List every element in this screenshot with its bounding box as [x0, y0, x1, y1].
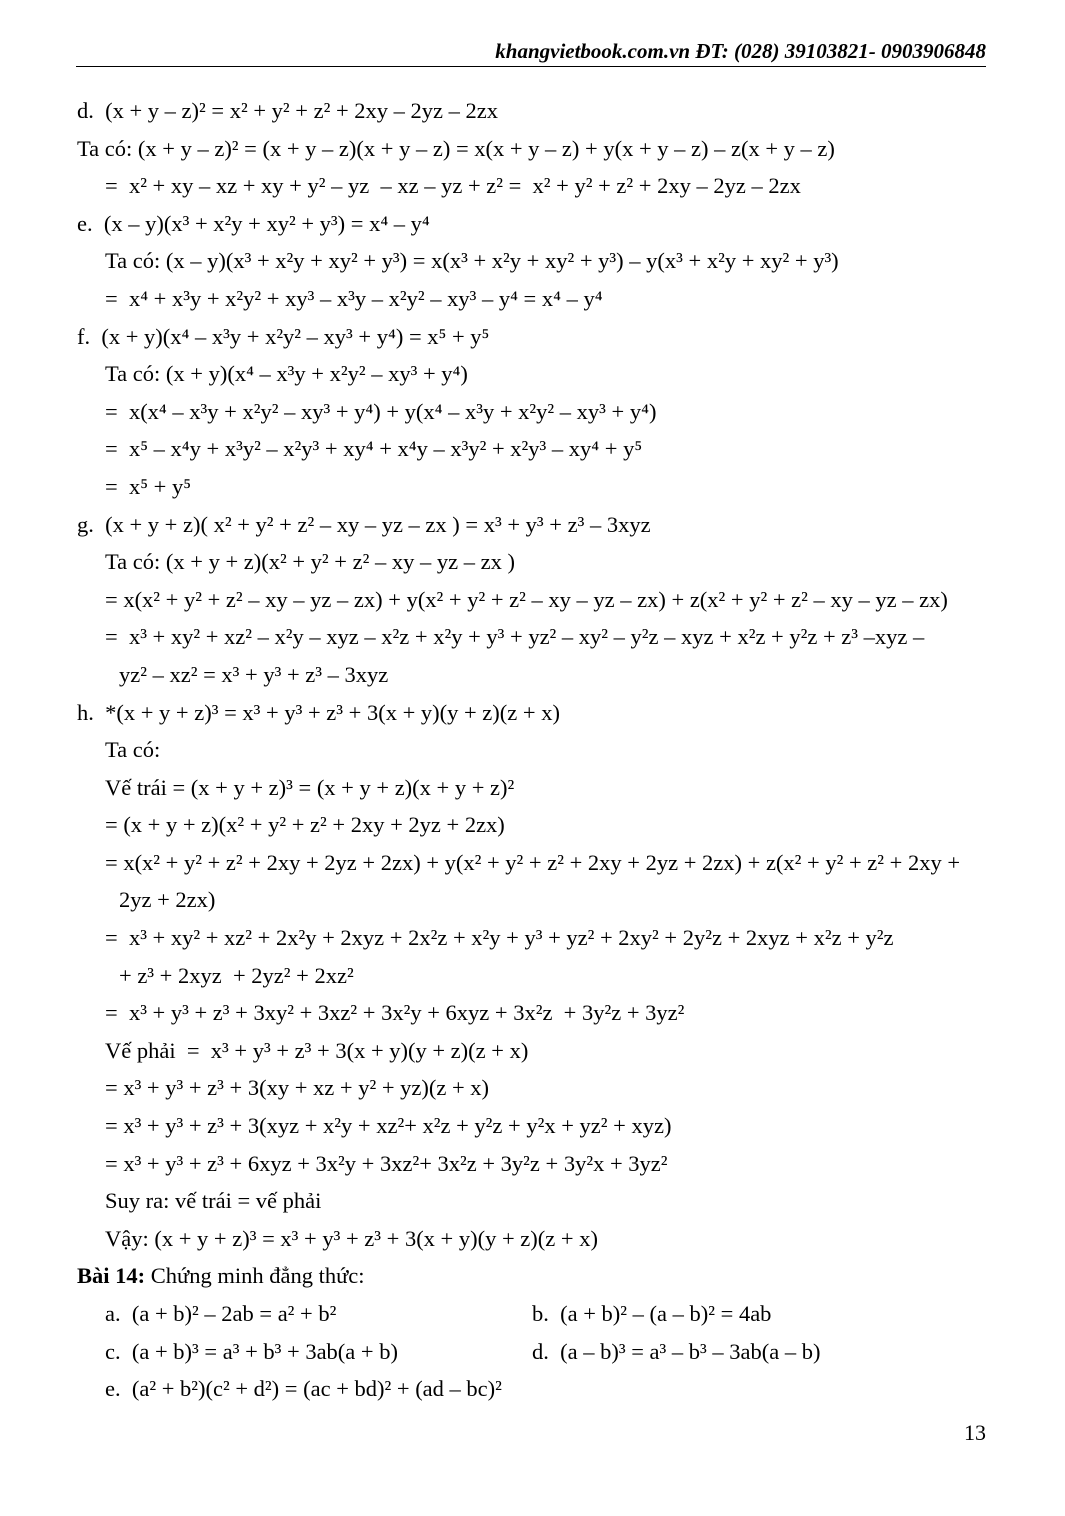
exercise-item-e: e. (a² + b²)(c² + d²) = (ac + bd)² + (ad – bc)²: [105, 1376, 502, 1402]
math-line: = x³ + xy² + xz² – x²y – xyz – x²z + x²y + y³ + yz² – xy² – y²z – xyz + x²z + y²z + z³ –xyz –: [105, 624, 925, 650]
math-line: = x⁵ + y⁵: [105, 473, 192, 499]
math-line: = x³ + xy² + xz² + 2x²y + 2xyz + 2x²z + x²y + y³ + yz² + 2xy² + 2y²z + 2xyz + x²z + y²z: [105, 925, 894, 951]
exercise-row: [77, 1295, 989, 1333]
math-line: = x² + xy – xz + xy + y² – yz – xz – yz + z² = x² + y² + z² + 2xy – 2yz – 2zx: [105, 173, 801, 199]
math-line: f. (x + y)(x⁴ – x³y + x²y² – xy³ + y⁴) = x⁵ + y⁵: [77, 323, 490, 349]
math-line: = x³ + y³ + z³ + 3(xy + xz + y² + yz)(z + x): [105, 1075, 490, 1101]
math-line: yz² – xz² = x³ + y³ + z³ – 3xyz: [119, 661, 389, 687]
math-line: Ta có:: [105, 737, 161, 763]
math-line: = x³ + y³ + z³ + 6xyz + 3x²y + 3xz²+ 3x²z + 3y²z + 3y²x + 3yz²: [105, 1150, 668, 1176]
math-line: Ta có: (x + y + z)(x² + y² + z² – xy – yz – zx ): [105, 549, 515, 575]
exercise-item-c: c. (a + b)³ = a³ + b³ + 3ab(a + b): [105, 1338, 398, 1364]
math-line: 2yz + 2zx): [119, 887, 216, 913]
page-content: [77, 92, 989, 1408]
solution-lines: [77, 92, 989, 1257]
math-line: = x⁴ + x³y + x²y² + xy³ – x³y – x²y² – xy³ – y⁴ = x⁴ – y⁴: [105, 285, 603, 311]
exercise-item-d: d. (a – b)³ = a³ – b³ – 3ab(a – b): [532, 1338, 821, 1364]
math-line: d. (x + y – z)² = x² + y² + z² + 2xy – 2yz – 2zx: [77, 98, 498, 123]
math-line: = x(x² + y² + z² – xy – yz – zx) + y(x² + y² + z² – xy – yz – zx) + z(x² + y² + z² – xy – yz – zx): [105, 586, 948, 612]
exercise-instruction: Chứng minh đẳng thức:: [145, 1263, 365, 1289]
math-line: g. (x + y + z)( x² + y² + z² – xy – yz – zx ) = x³ + y³ + z³ – 3xyz: [77, 511, 651, 537]
math-line: e. (x – y)(x³ + x²y + xy² + y³) = x⁴ – y⁴: [77, 210, 430, 236]
exercise-item-a: a. (a + b)² – 2ab = a² + b²: [105, 1301, 337, 1326]
math-line: = x³ + y³ + z³ + 3(xyz + x²y + xz²+ x²z + y²z + y²x + yz² + xyz): [105, 1113, 672, 1139]
exercise-number: Bài 14:: [77, 1263, 146, 1289]
exercise-item-b: b. (a + b)² – (a – b)² = 4ab: [532, 1301, 772, 1326]
exercise-row: [77, 1333, 989, 1371]
page-header: khangvietbook.com.vn ĐT: (028) 39103821- 0903906848: [76, 38, 986, 67]
math-line: Ta có: (x + y)(x⁴ – x³y + x²y² – xy³ + y⁴): [105, 361, 468, 387]
math-line: Vậy: (x + y + z)³ = x³ + y³ + z³ + 3(x + y)(y + z)(z + x): [105, 1225, 598, 1251]
math-line: Ta có: (x + y – z)² = (x + y – z)(x + y – z) = x(x + y – z) + y(x + y – z) – z(x + y – z): [77, 135, 835, 161]
math-line: Vế trái = (x + y + z)³ = (x + y + z)(x + y + z)²: [105, 774, 515, 800]
exercise-title: [77, 1257, 989, 1295]
math-line: + z³ + 2xyz + 2yz² + 2xz²: [119, 962, 354, 988]
math-line: = x³ + y³ + z³ + 3xy² + 3xz² + 3x²y + 6xyz + 3x²z + 3y²z + 3yz²: [105, 1000, 685, 1026]
math-line: = x(x² + y² + z² + 2xy + 2yz + 2zx) + y(x² + y² + z² + 2xy + 2yz + 2zx) + z(x² + y² + z² + 2xy +: [105, 849, 961, 875]
math-line: h. *(x + y + z)³ = x³ + y³ + z³ + 3(x + y)(y + z)(z + x): [77, 699, 560, 725]
math-line: = (x + y + z)(x² + y² + z² + 2xy + 2yz + 2zx): [105, 812, 505, 838]
math-line: = x(x⁴ – x³y + x²y² – xy³ + y⁴) + y(x⁴ – x³y + x²y² – xy³ + y⁴): [105, 398, 657, 424]
math-line: Suy ra: vế trái = vế phải: [105, 1188, 322, 1214]
math-line: = x⁵ – x⁴y + x³y² – x²y³ + xy⁴ + x⁴y – x³y² + x²y³ – xy⁴ + y⁵: [105, 436, 643, 462]
page-number: 13: [964, 1420, 986, 1445]
math-line: Vế phải = x³ + y³ + z³ + 3(x + y)(y + z)(z + x): [105, 1037, 529, 1063]
math-line: Ta có: (x – y)(x³ + x²y + xy² + y³) = x(x³ + x²y + xy² + y³) – y(x³ + x²y + xy² + y³): [105, 248, 839, 274]
